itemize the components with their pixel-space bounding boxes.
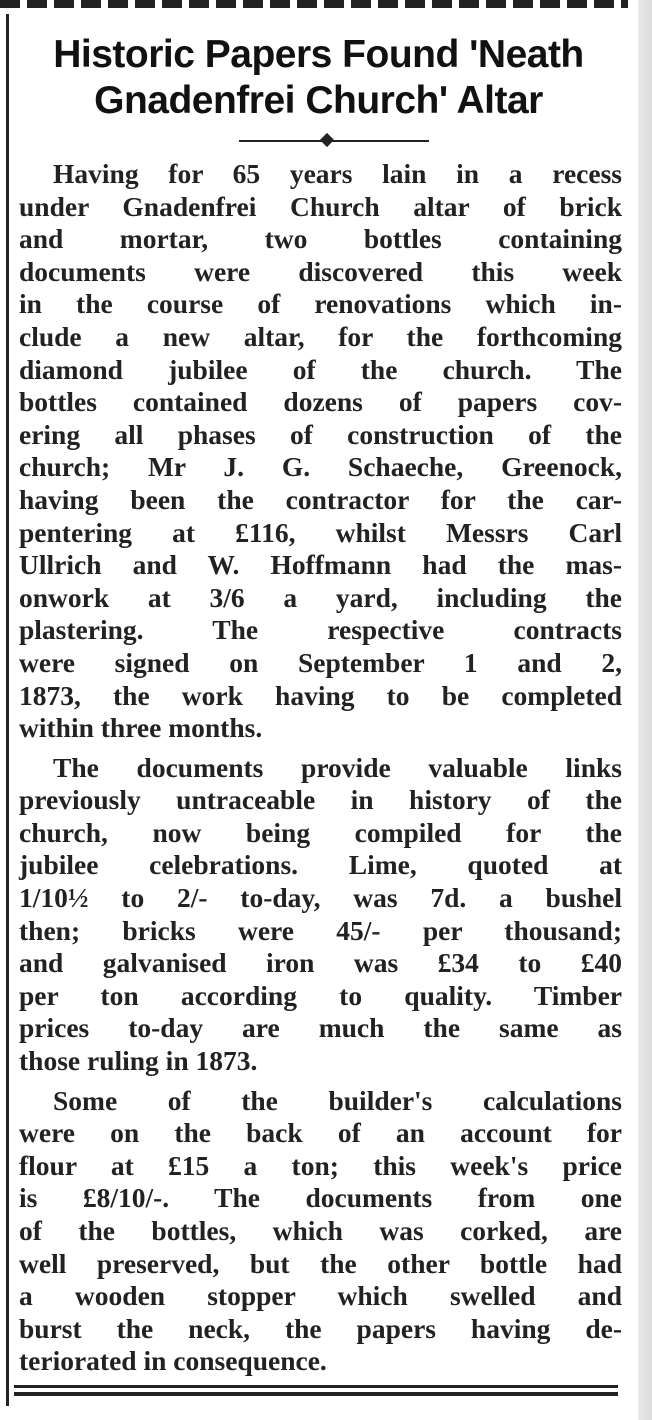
paragraph-line: 1873, the work having to be completed [19, 679, 622, 711]
paragraph-line: and mortar, two bottles containing [19, 223, 622, 255]
paragraph-line: prices to-day are much the same as [19, 1012, 622, 1044]
paragraph-line: a wooden stopper which swelled and [19, 1280, 622, 1312]
paragraph-line: then; bricks were 45/- per thousand; [19, 914, 622, 946]
news-article [9, 18, 628, 1410]
article-paragraph [19, 1085, 622, 1378]
paragraph-line: Ullrich and W. Hoffmann had the mas- [19, 549, 622, 581]
paragraph-line: The documents provide valuable links [53, 751, 622, 783]
headline-line-2: Gnadenfrei Church' Altar [94, 79, 543, 122]
paragraph-line: those ruling in 1873. [19, 1045, 258, 1077]
paragraph-line: church, now being compiled for the [19, 816, 622, 848]
article-paragraph [19, 752, 622, 1078]
top-dashed-border [0, 0, 652, 8]
bottom-rule-bottom [14, 1392, 618, 1396]
paragraph-line: under Gnadenfrei Church altar of brick [19, 190, 622, 222]
page-right-edge [628, 0, 652, 1420]
paragraph-line: jubilee celebrations. Lime, quoted at [19, 849, 622, 881]
paragraph-line: Having for 65 years lain in a recess [53, 158, 622, 189]
paragraph-line: having been the contractor for the car- [19, 483, 622, 515]
paragraph-line: were signed on September 1 and 2, [19, 646, 622, 678]
ornament-diamond-icon [320, 133, 334, 147]
paragraph-line: onwork at 3/6 a yard, including the [19, 581, 622, 613]
bottom-double-rule [14, 1385, 618, 1399]
paragraph-line: ering all phases of construction of the [19, 418, 622, 450]
paragraph-line: documents were discovered this week [19, 255, 622, 287]
paragraph-line: of the bottles, which was corked, are [19, 1215, 622, 1246]
paragraph-line: clude a new altar, for the forthcoming [19, 320, 622, 352]
paragraph-line: Some of the builder's calculations [53, 1084, 622, 1116]
paragraph-line: previously untraceable in history of the [19, 784, 622, 816]
paragraph-line: per ton according to quality. Timber [19, 979, 622, 1011]
top-column-rule [0, 0, 652, 18]
headline-ornament-rule [9, 130, 628, 152]
ornament-bar [239, 140, 429, 142]
paragraph-line: pentering at £116, whilst Messrs Carl [19, 516, 622, 548]
paragraph-line: bottles contained dozens of papers cov- [19, 386, 622, 418]
bottom-rule-top [14, 1385, 618, 1388]
article-paragraph [19, 158, 622, 745]
article-body [9, 152, 628, 1378]
paragraph-line: is £8/10/-. The documents from one [19, 1182, 622, 1214]
paragraph-line: plastering. The respective contracts [19, 614, 622, 646]
paragraph-line: diamond jubilee of the church. The [19, 353, 622, 385]
paragraph-line: 1/10½ to 2/- to-day, was 7d. a bushel [19, 882, 622, 914]
paragraph-line: in the course of renovations which in- [19, 288, 622, 320]
paragraph-line: flour at £15 a ton; this week's price [19, 1149, 622, 1181]
paragraph-line: church; Mr J. G. Schaeche, Greenock, [19, 451, 622, 483]
article-headline [9, 18, 628, 124]
paragraph-line: teriorated in consequence. [19, 1345, 327, 1377]
headline-line-1: Historic Papers Found 'Neath [53, 33, 584, 76]
paragraph-line: were on the back of an account for [19, 1117, 622, 1149]
paragraph-line: and galvanised iron was £34 to £40 [19, 947, 622, 979]
paragraph-line: well preserved, but the other bottle had [19, 1247, 622, 1279]
paragraph-line: within three months. [19, 712, 263, 744]
paragraph-line: burst the neck, the papers having de- [19, 1312, 622, 1344]
